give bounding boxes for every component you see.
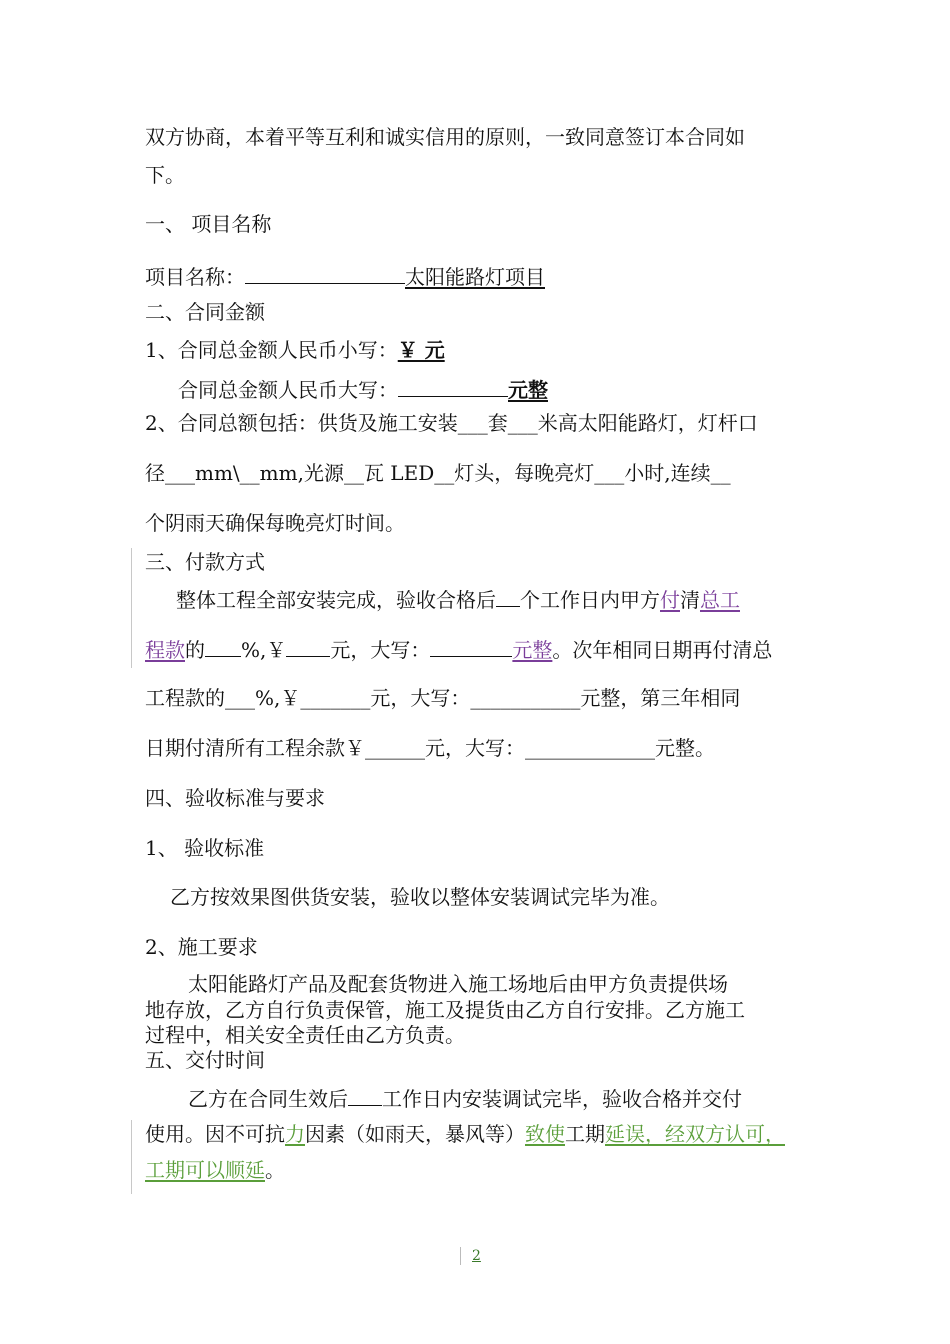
include-line-3: 个阴雨天确保每晚亮灯时间。 <box>145 511 405 535</box>
delivery-text: 使用。因不可抗 <box>145 1122 285 1146</box>
revision-bar <box>131 1120 132 1194</box>
delivery-line-1 <box>188 1085 810 1111</box>
project-name-value: 太阳能路灯项目 <box>405 265 545 289</box>
section-5-title: 五、交付时间 <box>145 1048 265 1072</box>
blank <box>496 586 520 607</box>
section-3-title: 三、付款方式 <box>145 550 265 574</box>
amount-small-value: ￥ 元 <box>397 338 445 362</box>
revision-text: 总工 <box>700 588 740 612</box>
amount-small-label: 1、合同总金额人民币小写： <box>145 338 398 362</box>
blank <box>348 1085 382 1106</box>
page-number: 2 <box>472 1248 481 1264</box>
include-line-1: 2、合同总额包括：供货及施工安装___套___米高太阳能路灯，灯杆口 <box>145 411 758 435</box>
payment-line-2 <box>145 636 810 662</box>
blank <box>205 636 241 657</box>
revision-text: 元整 <box>512 638 553 662</box>
revision-text: 力 <box>285 1122 305 1146</box>
intro-line-1: 双方协商，本着平等互利和诚实信用的原则，一致同意签订本合同如 <box>145 125 745 149</box>
delivery-text: 工期 <box>565 1122 605 1146</box>
amount-big-label: 合同总金额人民币大写： <box>178 378 398 402</box>
payment-line-3: 工程款的___%,￥_______元，大写：___________元整，第三年相同 <box>145 686 741 710</box>
amount-small-line <box>145 338 810 362</box>
delivery-line-2 <box>145 1122 810 1146</box>
construction-line-2: 地存放，乙方自行负责保管，施工及提货由乙方自行安排。乙方施工 <box>145 998 745 1022</box>
blank <box>245 263 405 284</box>
blank <box>286 636 330 657</box>
construction-title: 2、施工要求 <box>145 935 258 959</box>
section-1-title: 一、 项目名称 <box>145 212 272 236</box>
include-line-2: 径___mm\__mm,光源__瓦 LED__灯头，每晚亮灯___小时,连续__ <box>145 461 731 485</box>
section-4-title: 四、验收标准与要求 <box>145 786 325 810</box>
revision-text: 付 <box>660 588 680 612</box>
construction-line-3: 过程中，相关安全责任由乙方负责。 <box>145 1023 465 1047</box>
revision-text: 延误，经双方认可， <box>605 1122 785 1146</box>
revision-text: 程款 <box>145 638 185 662</box>
payment-line-4: 日期付清所有工程余款￥______元，大写：_____________元整。 <box>145 736 715 760</box>
footer-divider <box>460 1247 461 1265</box>
delivery-line-3 <box>145 1158 810 1182</box>
amount-big-line <box>178 376 843 402</box>
construction-line-1: 太阳能路灯产品及配套货物进入施工场地后由甲方负责提供场 <box>188 972 728 996</box>
amount-big-value: 元整 <box>508 378 548 402</box>
revision-text: 工期可以顺延 <box>145 1158 265 1182</box>
blank <box>430 636 512 657</box>
intro-line-2: 下。 <box>145 163 185 187</box>
payment-line-1 <box>176 586 810 612</box>
delivery-text: 工作日内安装调试完毕，验收合格并交付 <box>382 1087 742 1111</box>
revision-text: 致使 <box>525 1122 565 1146</box>
delivery-text: 因素（如雨天，暴风等） <box>305 1122 525 1146</box>
project-name-label: 项目名称： <box>145 265 245 289</box>
delivery-text: 。 <box>265 1158 285 1182</box>
project-name-line <box>145 263 810 289</box>
blank <box>398 376 508 397</box>
revision-bar <box>131 548 132 668</box>
payment-text: 个工作日内甲方 <box>520 588 660 612</box>
payment-text: 的 <box>185 638 205 662</box>
payment-text: 元，大写： <box>330 638 431 662</box>
payment-text: %,￥ <box>241 638 287 662</box>
payment-text: 清 <box>680 588 700 612</box>
acceptance-text: 乙方按效果图供货安装，验收以整体安装调试完毕为准。 <box>170 885 670 909</box>
section-2-title: 二、合同金额 <box>145 300 265 324</box>
payment-text: 整体工程全部安装完成，验收合格后 <box>176 588 496 612</box>
acceptance-title: 1、 验收标准 <box>145 836 265 860</box>
delivery-text: 乙方在合同生效后 <box>188 1087 348 1111</box>
payment-text: 。次年相同日期再付清总 <box>552 638 773 662</box>
